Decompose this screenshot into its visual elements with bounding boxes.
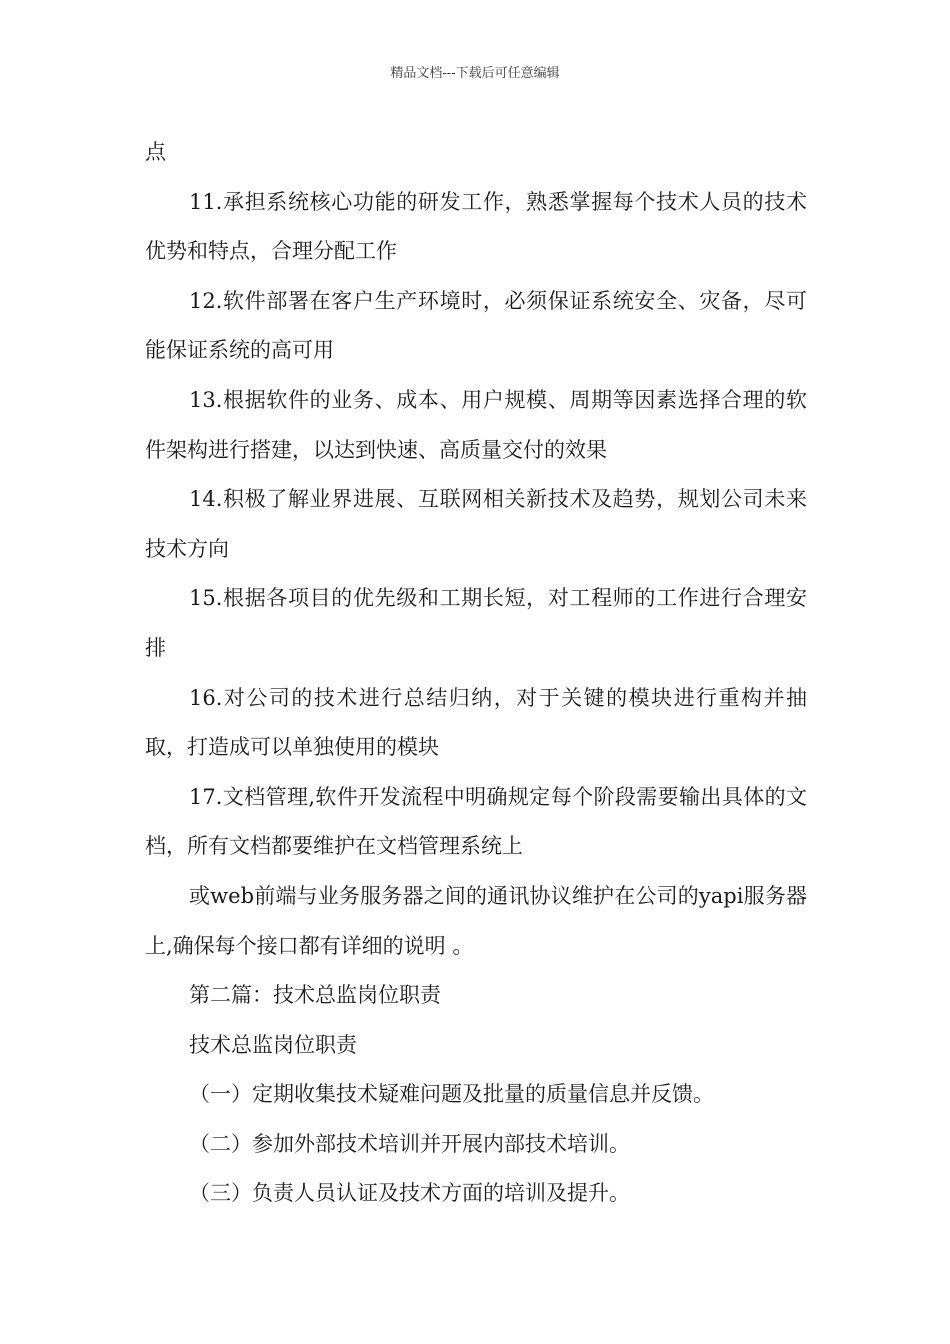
paragraph-item-14: 14.积极了解业界进展、互联网相关新技术及趋势，规划公司未来技术方向 xyxy=(145,487,807,561)
paragraph-item-17: 17.文档管理,软件开发流程中明确规定每个阶段需要输出具体的文档，所有文档都要维护在文档管理系统上 xyxy=(145,784,807,859)
page-header: 精品文档---下载后可任意编辑 xyxy=(390,66,560,81)
paragraph-item-13: 13.根据软件的业务、成本、用户规模、周期等因素选择合理的软件架构进行搭建，以达到快速、高质量交付的效果 xyxy=(145,387,807,462)
paragraph-item-16: 16.对公司的技术进行总结归纳，对于关键的模块进行重构并抽取，打造成可以单独使用的模块 xyxy=(145,685,807,760)
paragraph-continuation: 点 xyxy=(145,140,166,164)
section-heading: 第二篇：技术总监岗位职责 xyxy=(189,983,441,1008)
duty-item-1: （一）定期收集技术疑难问题及批量的质量信息并反馈。 xyxy=(189,1082,714,1107)
document-body xyxy=(145,128,807,1219)
duty-item-3: （三）负责人员认证及技术方面的培训及提升。 xyxy=(189,1181,630,1206)
paragraph-item-11: 11.承担系统核心功能的研发工作，熟悉掌握每个技术人员的技术优势和特点，合理分配工作 xyxy=(145,189,807,264)
subsection-title: 技术总监岗位职责 xyxy=(189,1032,357,1057)
paragraph-item-15: 15.根据各项目的优先级和工期长短，对工程师的工作进行合理安排 xyxy=(145,586,807,660)
paragraph-item-12: 12.软件部署在客户生产环境时，必须保证系统安全、灾备，尽可能保证系统的高可用 xyxy=(145,288,807,363)
paragraph-protocol-note: 或web前端与业务服务器之间的通讯协议维护在公司的yapi服务器上,确保每个接口都有详细的说明 。 xyxy=(145,883,807,958)
duty-item-2: （二）参加外部技术培训并开展内部技术培训。 xyxy=(189,1131,630,1156)
